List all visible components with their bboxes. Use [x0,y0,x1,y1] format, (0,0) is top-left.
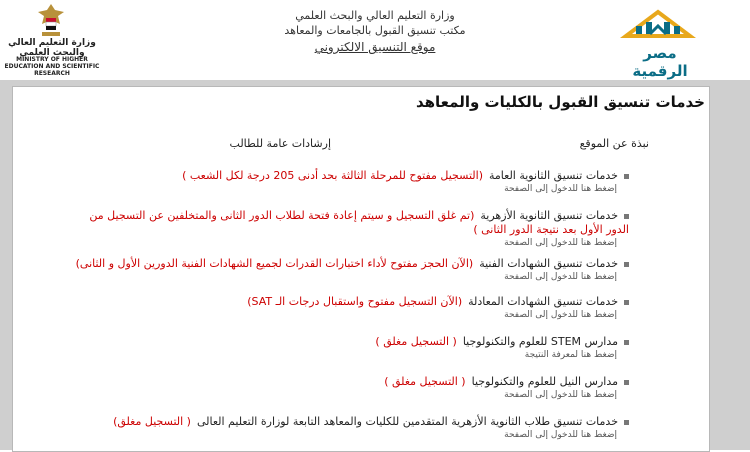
egypt-eagle-emblem-icon [36,2,66,38]
nav-student-guide[interactable]: إرشادات عامة للطالب [229,137,331,150]
service-status: (التسجيل مفتوح للمرحلة الثالثة بحد أدنى 205 درجة لكل الشعب ) [182,169,483,182]
header-titles [250,8,500,56]
service-link[interactable]: إضغط هنا لمعرفة النتيجة [524,350,617,360]
service-item [384,375,629,402]
ministry-line-1: وزارة التعليم العالي والبحث العلمي [295,9,455,22]
service-item [182,169,629,196]
bullet-icon [624,340,629,345]
service-item [76,257,629,284]
service-link[interactable]: إضغط هنا للدخول إلى الصفحة [504,184,617,194]
service-status: ( التسجيل مغلق) [113,415,191,428]
nav-about-site[interactable]: نبذة عن الموقع [579,137,649,150]
service-status: (تم غلق التسجيل و سيتم إعادة فتحة لطلاب الدور الثانى والمتخلفين عن التسجيل من الدور الأول بعد نتيجة الدور الثانى ) [89,209,629,236]
service-link[interactable]: إضغط هنا للدخول إلى الصفحة [504,238,617,248]
service-link[interactable]: إضغط هنا للدخول إلى الصفحة [504,272,617,282]
bullet-icon [624,214,629,219]
bullet-icon [624,380,629,385]
service-link[interactable]: إضغط هنا للدخول إلى الصفحة [504,430,617,440]
service-item [113,415,629,442]
bullet-icon [624,300,629,305]
ministry-logo-english: MINISTRY OF HIGHER EDUCATION AND SCIENTIFIC RESEARCH [4,56,100,77]
digital-egypt-logo-text: مصر الرقمية [632,44,688,80]
ministry-logo-arabic: وزارة التعليم العالي والبحث العلمي [8,38,96,58]
bullet-icon [624,174,629,179]
service-item [69,209,629,250]
service-status: (الآن الحجز مفتوح لأداء اختبارات القدرات لجميع الشهادات الفنية الدورين الأول و الثانى) [75,257,474,270]
service-item [247,295,629,322]
bullet-icon [624,262,629,267]
service-name: مدارس النيل للعلوم والتكنولوجيا [471,375,618,388]
service-name: خدمات تنسيق الثانوية العامة [489,169,618,182]
service-name: خدمات تنسيق طلاب الثانوية الأزهرية المتقدمين للكليات والمعاهد التابعة لوزارة التعليم العالى [196,415,618,428]
page-title: خدمات تنسيق القبول بالكليات والمعاهد [415,93,705,111]
service-status: ( التسجيل مغلق ) [384,375,466,388]
service-name: خدمات تنسيق الشهادات الفنية [479,257,618,270]
content-panel [12,86,710,452]
service-status: (الآن التسجيل مفتوح واستقبال درجات الـ SAT) [247,295,463,308]
service-name: خدمات تنسيق الثانوية الأزهرية [480,209,618,222]
service-name: خدمات تنسيق الشهادات المعادلة [468,295,618,308]
service-link[interactable]: إضغط هنا للدخول إلى الصفحة [504,390,617,400]
site-header [0,0,750,78]
service-item [375,335,629,362]
site-link[interactable]: موقع التنسيق الالكتروني [314,40,436,54]
bullet-icon [624,420,629,425]
service-link[interactable]: إضغط هنا للدخول إلى الصفحة [504,310,617,320]
service-name: مدارس STEM للعلوم والتكنولوجيا [462,335,618,348]
service-status: ( التسجيل مغلق ) [375,335,457,348]
ministry-line-2: مكتب تنسيق القبول بالجامعات والمعاهد [284,24,466,37]
